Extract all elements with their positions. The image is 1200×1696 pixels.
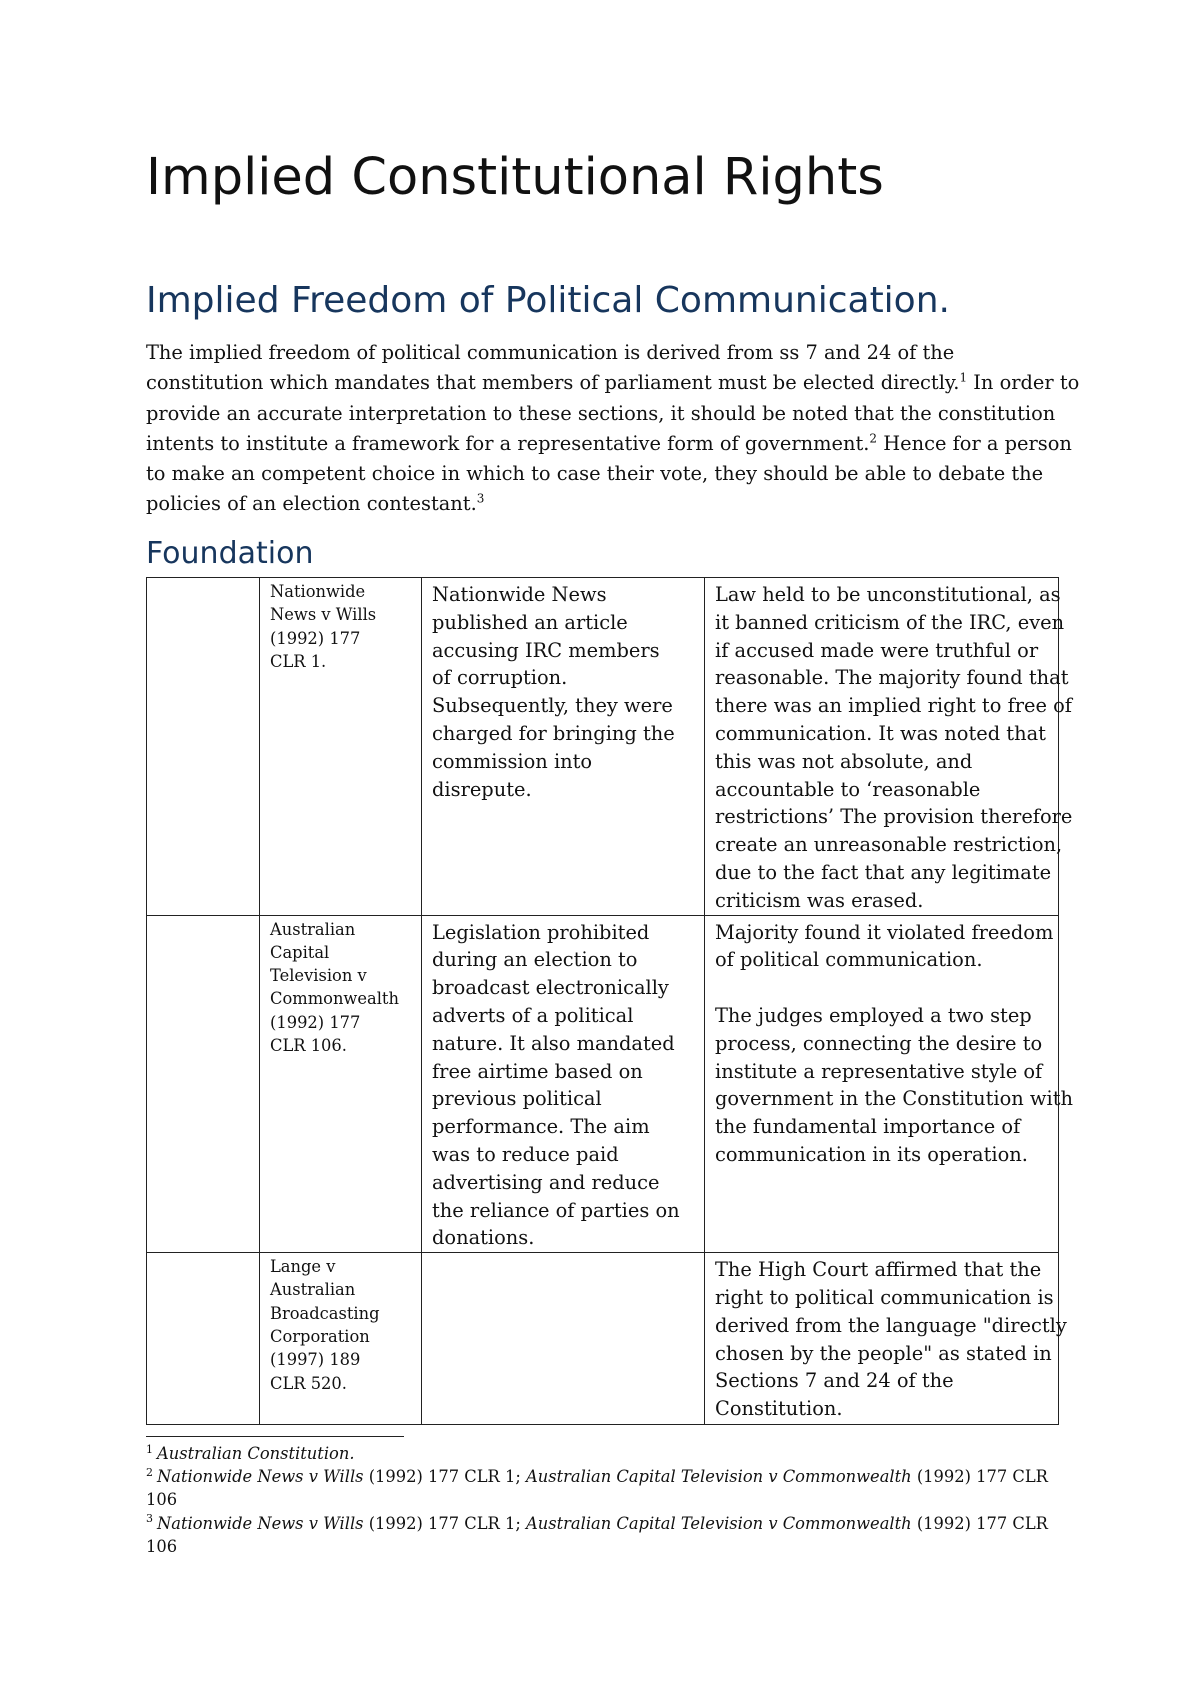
case-line: Australian <box>270 919 356 939</box>
footnote-2 <box>146 1465 1066 1488</box>
facts-line: free airtime based on <box>432 1059 643 1083</box>
footnote-reference-2[interactable]: 2 <box>869 431 878 446</box>
facts-cell <box>422 1253 705 1425</box>
facts-line: charged for bringing the <box>432 721 675 745</box>
section-title: Implied Freedom of Political Communication. <box>146 280 950 321</box>
holding-line: reasonable. The majority found that <box>715 666 1069 690</box>
footnote-3 <box>146 1512 1066 1535</box>
case-line: Corporation <box>270 1327 370 1347</box>
page-title: Implied Constitutional Rights <box>146 148 884 207</box>
holding-cell <box>705 578 1073 916</box>
holding-line: derived from the language "directly <box>715 1313 1067 1337</box>
intro-text: In order to <box>967 371 1080 395</box>
holding-line: Majority found it violated freedom <box>715 920 1054 944</box>
holding-line: create an unreasonable restriction, <box>715 833 1063 857</box>
footnote-case-name: Nationwide News v Wills <box>157 1513 364 1533</box>
holding-line: communication in its operation. <box>715 1142 1028 1166</box>
holding-line: of political communication. <box>715 948 983 972</box>
holding-line: communication. It was noted that <box>715 721 1046 745</box>
facts-line: Nationwide News <box>432 583 607 606</box>
intro-text: Hence for a person <box>877 431 1072 455</box>
holding-line: due to the fact that any legitimate <box>715 860 1052 884</box>
footnote-case-name: Australian Capital Television v Commonwealth <box>525 1513 912 1533</box>
case-name-cell <box>260 578 422 916</box>
table-row <box>147 915 1059 1253</box>
holding-line: Law held to be unconstitutional, as <box>715 583 1061 606</box>
intro-line <box>146 489 1066 519</box>
intro-line <box>146 429 1072 459</box>
case-line: CLR 1. <box>270 651 327 671</box>
blank-cell <box>147 915 260 1253</box>
intro-line: provide an accurate interpretation to these sections, it should be noted that the constitution <box>146 401 1056 425</box>
holding-line: Constitution. <box>715 1397 843 1421</box>
case-line: (1997) 189 <box>270 1350 361 1370</box>
table-row <box>147 578 1059 916</box>
blank-cell <box>147 1253 260 1425</box>
facts-line: of corruption. <box>432 666 568 690</box>
facts-line: disrepute. <box>432 777 532 801</box>
facts-line: performance. The aim <box>432 1115 650 1139</box>
case-line: Commonwealth <box>270 989 399 1009</box>
holding-line: if accused made were truthful or <box>715 638 1039 662</box>
facts-cell <box>422 915 705 1253</box>
table-row <box>147 1253 1059 1425</box>
holding-line: right to political communication is <box>715 1285 1054 1309</box>
facts-line: during an election to <box>432 948 638 972</box>
case-line: Australian <box>270 1280 356 1300</box>
case-line: Broadcasting <box>270 1303 380 1323</box>
blank-cell <box>147 578 260 916</box>
holding-line: process, connecting the desire to <box>715 1031 1043 1055</box>
facts-line: previous political <box>432 1087 602 1111</box>
holding-line: restrictions’ The provision therefore <box>715 805 1073 829</box>
footnote-number: 1 <box>146 1442 153 1456</box>
footnote-case-name: Australian Capital Television v Commonwealth <box>525 1467 912 1487</box>
footnote-separator <box>146 1436 404 1437</box>
intro-line: The implied freedom of political communication is derived from ss 7 and 24 of the <box>146 341 955 364</box>
case-line: (1992) 177 <box>270 1012 361 1032</box>
case-table <box>146 577 1073 1425</box>
footnote-citation: (1992) 177 CLR 1; <box>363 1513 526 1533</box>
facts-line: Legislation prohibited <box>432 920 650 944</box>
case-line: Television v <box>270 966 367 986</box>
holding-cell <box>705 915 1073 1253</box>
footnote-number: 3 <box>146 1512 153 1526</box>
facts-line: Subsequently, they were <box>432 694 673 718</box>
facts-line: advertising and reduce <box>432 1170 660 1194</box>
holding-line: government in the Constitution with <box>715 1087 1073 1111</box>
case-line: Lange v <box>270 1257 336 1277</box>
holding-line: The judges employed a two step <box>715 1003 1032 1027</box>
holding-line: chosen by the people" as stated in <box>715 1341 1052 1365</box>
footnote-1 <box>146 1442 1066 1465</box>
footnote-number: 2 <box>146 1465 153 1479</box>
case-line: CLR 520. <box>270 1373 347 1393</box>
case-line: Capital <box>270 942 330 962</box>
holding-line: there was an implied right to free of <box>715 694 1072 718</box>
holding-line: this was not absolute, and <box>715 749 973 773</box>
intro-line <box>146 368 1080 398</box>
footnote-3-continuation: 106 <box>146 1536 178 1556</box>
case-line: (1992) 177 <box>270 628 361 648</box>
footnote-text: Australian Constitution. <box>157 1444 355 1463</box>
holding-line: the fundamental importance of <box>715 1115 1021 1139</box>
facts-line: nature. It also mandated <box>432 1031 675 1055</box>
holding-line: institute a representative style of <box>715 1059 1043 1083</box>
intro-text: intents to institute a framework for a representative form of government. <box>146 431 870 455</box>
facts-cell <box>422 578 705 916</box>
facts-line: adverts of a political <box>432 1003 634 1027</box>
facts-line: the reliance of parties on <box>432 1198 680 1222</box>
intro-text: constitution which mandates that members of parliament must be elected directly. <box>146 371 960 395</box>
holding-line: accountable to ‘reasonable <box>715 777 981 801</box>
footnote-citation: (1992) 177 CLR 1; <box>363 1467 526 1487</box>
holding-cell <box>705 1253 1067 1425</box>
holding-line: it banned criticism of the IRC, even <box>715 610 1065 634</box>
intro-line: to make an competent choice in which to case their vote, they should be able to debate the <box>146 462 1044 486</box>
facts-line: donations. <box>432 1226 535 1250</box>
facts-line: broadcast electronically <box>432 976 669 1000</box>
subsection-heading: Foundation <box>146 536 314 571</box>
case-line: CLR 106. <box>270 1036 347 1056</box>
holding-line: The High Court affirmed that the <box>715 1258 1042 1282</box>
facts-line: published an article <box>432 610 628 634</box>
case-name-cell <box>260 1253 422 1425</box>
footnote-citation: (1992) 177 CLR <box>911 1513 1048 1533</box>
footnote-reference-3[interactable]: 3 <box>476 492 485 507</box>
footnote-reference-1[interactable]: 1 <box>959 370 968 385</box>
intro-text: policies of an election contestant. <box>146 492 477 516</box>
case-line: News v Wills <box>270 605 377 625</box>
footnote-case-name: Nationwide News v Wills <box>157 1467 364 1487</box>
case-name-cell <box>260 915 422 1253</box>
facts-line: commission into <box>432 749 593 773</box>
paragraph-gap <box>715 974 1058 1002</box>
footnote-citation: (1992) 177 CLR <box>911 1467 1048 1487</box>
footnotes <box>146 1442 1066 1558</box>
facts-line: was to reduce paid <box>432 1142 619 1166</box>
footnote-2-continuation: 106 <box>146 1490 178 1510</box>
holding-line: Sections 7 and 24 of the <box>715 1369 954 1393</box>
facts-line: accusing IRC members <box>432 638 660 662</box>
intro-paragraph <box>146 338 1080 520</box>
case-line: Nationwide <box>270 582 366 601</box>
holding-line: criticism was erased. <box>715 888 924 912</box>
